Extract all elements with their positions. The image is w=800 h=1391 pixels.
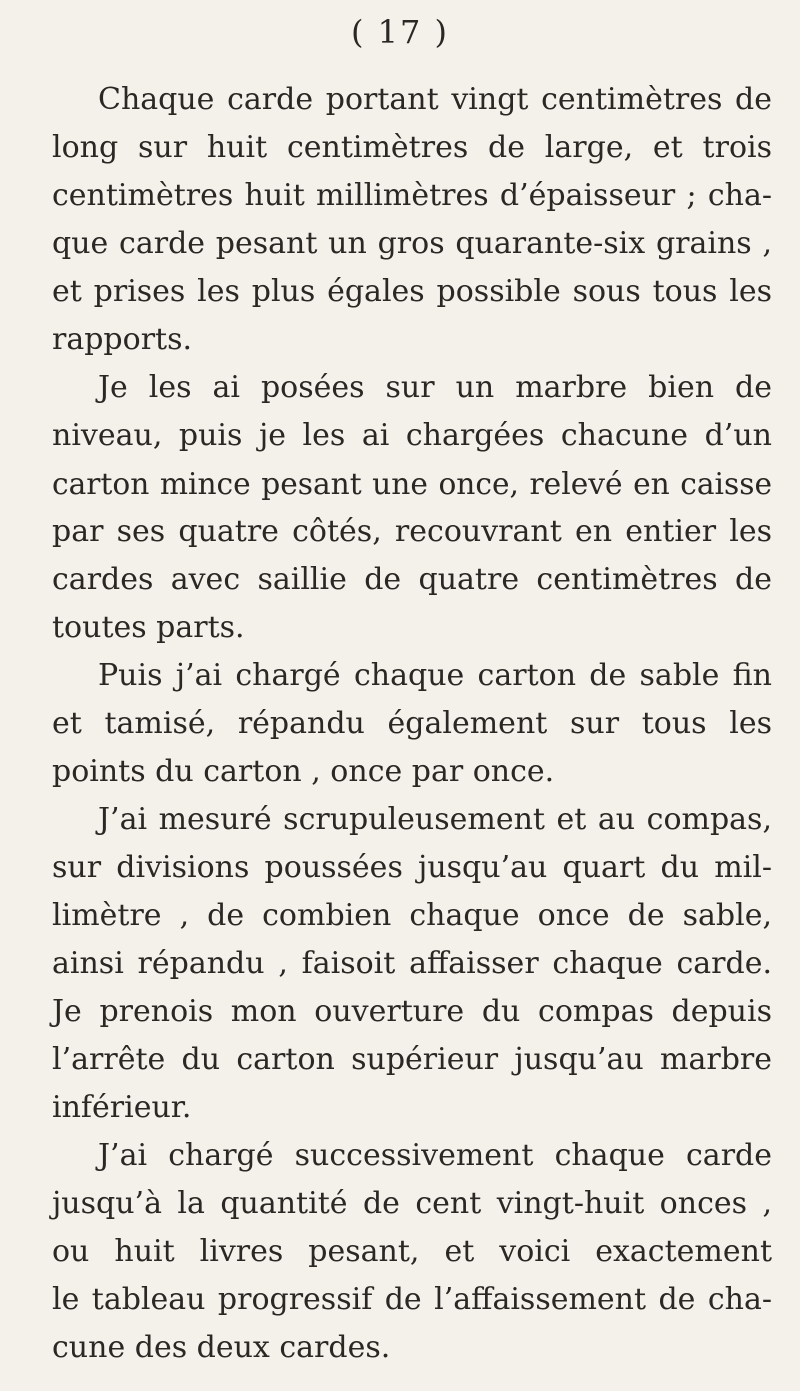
text-line: Je les ai posées sur un marbre bien de bbox=[98, 370, 772, 405]
text-line: le tableau progressif de l’affaissement de cha- bbox=[52, 1282, 772, 1317]
text-line: que carde pesant un gros quarante-six grains , bbox=[52, 226, 772, 261]
text-line: J’ai mesuré scrupuleusement et au compas, bbox=[98, 802, 772, 837]
paragraph-5 bbox=[52, 1132, 772, 1372]
text-line: toutes parts. bbox=[52, 610, 245, 645]
text-line: limètre , de combien chaque once de sable, bbox=[52, 898, 772, 933]
text-line: ainsi répandu , faisoit affaisser chaque carde. bbox=[52, 946, 772, 981]
text-line: l’arrête du carton supérieur jusqu’au marbre bbox=[52, 1042, 772, 1077]
paragraph-4 bbox=[52, 796, 772, 1132]
text-line: Chaque carde portant vingt centimètres de bbox=[98, 82, 772, 117]
text-line: sur divisions poussées jusqu’au quart du mil- bbox=[52, 850, 772, 885]
text-line: par ses quatre côtés, recouvrant en entier les bbox=[52, 514, 772, 549]
text-line: cardes avec saillie de quatre centimètres de bbox=[52, 562, 772, 597]
text-line: jusqu’à la quantité de cent vingt-huit onces , bbox=[52, 1186, 772, 1221]
text-line: ou huit livres pesant, et voici exactement bbox=[52, 1234, 772, 1269]
page-number: ( 17 ) bbox=[350, 13, 450, 51]
text-line: points du carton , once par once. bbox=[52, 754, 555, 789]
paragraph-3 bbox=[52, 652, 772, 796]
text-line: cune des deux cardes. bbox=[52, 1330, 391, 1365]
text-line: long sur huit centimètres de large, et trois bbox=[52, 130, 772, 165]
text-line: et prises les plus égales possible sous tous les bbox=[52, 274, 772, 309]
text-line: Je prenois mon ouverture du compas depuis bbox=[52, 994, 772, 1029]
text-line: inférieur. bbox=[52, 1090, 192, 1125]
text-line: carton mince pesant une once, relevé en caisse bbox=[52, 466, 772, 501]
text-line: Puis j’ai chargé chaque carton de sable fin bbox=[98, 658, 772, 693]
paragraph-1 bbox=[52, 76, 772, 364]
text-line: centimètres huit millimètres d’épaisseur ; cha- bbox=[52, 178, 772, 213]
text-line: et tamisé, répandu également sur tous les bbox=[52, 706, 772, 741]
paragraph-2 bbox=[52, 364, 772, 652]
text-line: niveau, puis je les ai chargées chacune d’un bbox=[52, 418, 772, 453]
body-text bbox=[52, 76, 772, 1372]
text-line: rapports. bbox=[52, 322, 193, 357]
text-line: J’ai chargé successivement chaque carde bbox=[98, 1138, 772, 1173]
